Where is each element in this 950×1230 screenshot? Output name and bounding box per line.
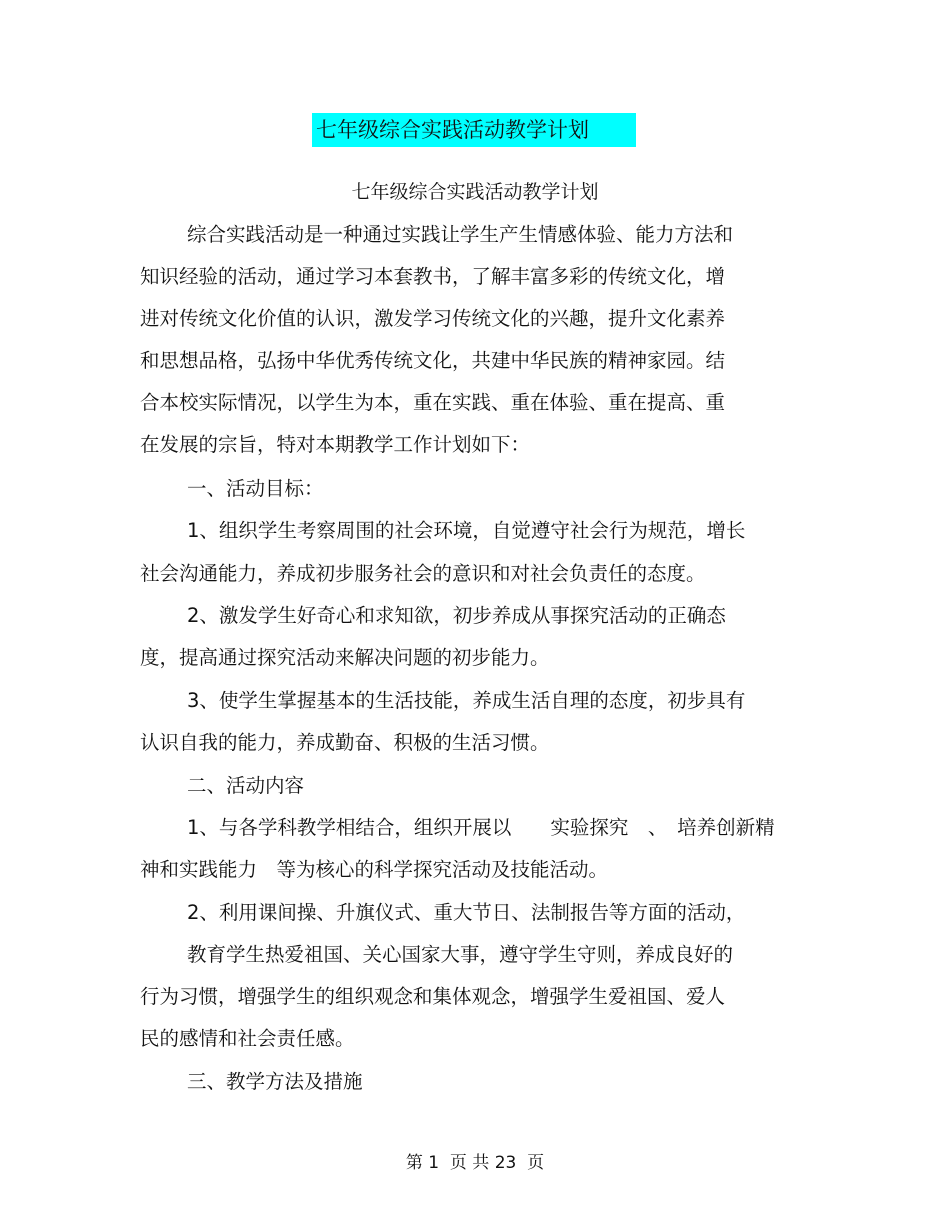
body-line: 1、组织学生考察周围的社会环境，自觉遵守社会行为规范，增长	[187, 519, 746, 542]
page-footer: 第 1 页 共 23 页	[405, 1153, 545, 1173]
body-line: 度，提高通过探究活动来解决问题的初步能力。	[140, 646, 550, 669]
body-line: 3、使学生掌握基本的生活技能，养成生活自理的态度，初步具有	[187, 689, 746, 712]
body-line: 2、利用课间操、升旗仪式、重大节日、法制报告等方面的活动，	[187, 901, 746, 924]
body-line: 认识自我的能力，养成勤奋、积极的生活习惯。	[140, 731, 550, 754]
body-line: 教育学生热爱祖国、关心国家大事，遵守学生守则，养成良好的	[187, 943, 734, 966]
body-line: 综合实践活动是一种通过实践让学生产生情感体验、能力方法和	[187, 223, 734, 246]
body-line: 和思想品格，弘扬中华优秀传统文化，共建中华民族的精神家园。结	[140, 349, 726, 372]
body-line: 1、与各学科教学相结合，组织开展以 实验探究 、 培养创新精	[187, 816, 775, 839]
document-title: 七年级综合实践活动教学计划	[316, 118, 589, 142]
body-line: 知识经验的活动，通过学习本套教书，了解丰富多彩的传统文化，增	[140, 265, 726, 288]
section-heading: 一、活动目标：	[187, 477, 324, 500]
body-line: 在发展的宗旨，特对本期教学工作计划如下：	[140, 433, 531, 456]
document-subtitle: 七年级综合实践活动教学计划	[351, 181, 599, 203]
section-heading: 三、教学方法及措施	[187, 1070, 363, 1093]
section-heading: 二、活动内容	[187, 774, 305, 797]
body-line: 社会沟通能力，养成初步服务社会的意识和对社会负责任的态度。	[140, 562, 706, 585]
body-line: 神和实践能力 等为核心的科学探究活动及技能活动。	[140, 858, 609, 881]
body-line: 合本校实际情况，以学生为本，重在实践、重在体验、重在提高、重	[140, 391, 726, 414]
body-line: 民的感情和社会责任感。	[140, 1027, 355, 1050]
body-line: 进对传统文化价值的认识，激发学习传统文化的兴趣，提升文化素养	[140, 307, 726, 330]
body-line: 行为习惯，增强学生的组织观念和集体观念，增强学生爱祖国、爱人	[140, 985, 726, 1008]
body-line: 2、激发学生好奇心和求知欲，初步养成从事探究活动的正确态	[187, 604, 726, 627]
